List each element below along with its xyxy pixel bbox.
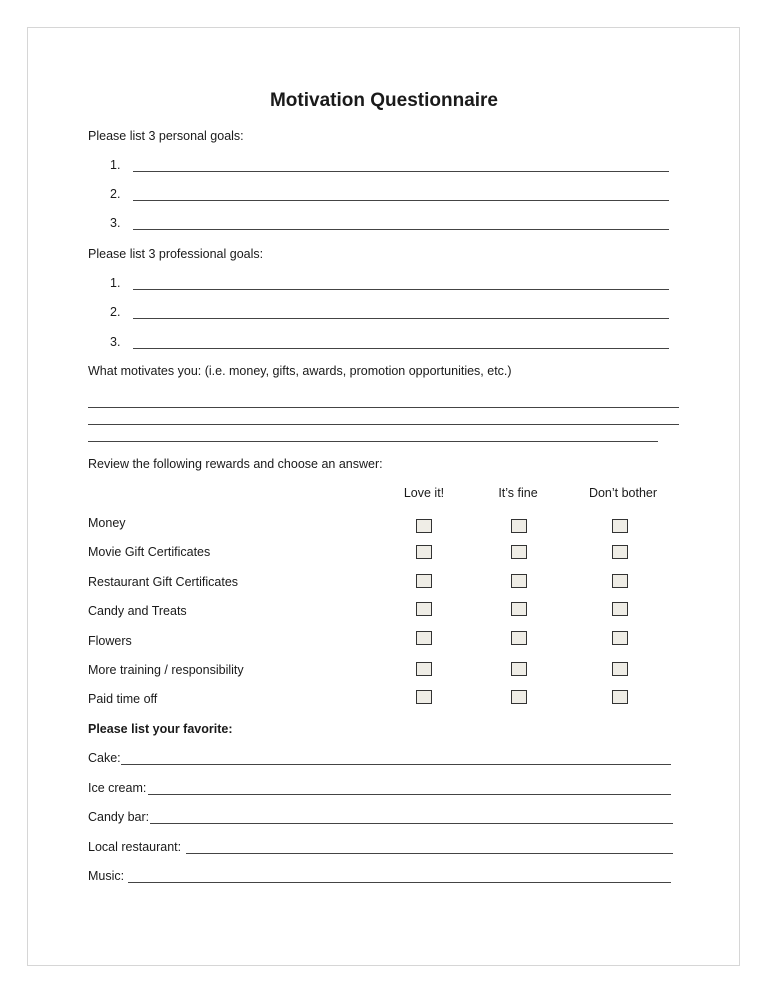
professional-goal-number-1: 1. [110, 276, 121, 290]
professional-goal-1-field[interactable] [133, 289, 669, 290]
reward-label-restaurant-gift-certificates: Restaurant Gift Certificates [88, 575, 239, 589]
favorite-label-ice-cream: Ice cream: [88, 781, 147, 795]
training-dont-bother-checkbox[interactable] [612, 662, 628, 676]
motivates-answer-line-3[interactable] [88, 441, 658, 442]
reward-label-movie-gift-certificates: Movie Gift Certificates [88, 545, 211, 559]
flowers-its-fine-checkbox[interactable] [511, 631, 527, 645]
column-dont-bother: Don’t bother [588, 486, 658, 500]
reward-label-paid-time-off: Paid time off [88, 692, 158, 706]
favorite-label-candy-bar: Candy bar: [88, 810, 150, 824]
candy-treats-its-fine-checkbox[interactable] [511, 602, 527, 616]
rewards-prompt: Review the following rewards and choose an answer: [88, 457, 383, 471]
movie-gift-its-fine-checkbox[interactable] [511, 545, 527, 559]
personal-goal-3-field[interactable] [133, 229, 669, 230]
favorites-heading: Please list your favorite: [88, 722, 233, 736]
restaurant-gift-love-it-checkbox[interactable] [416, 574, 432, 588]
favorite-cake-field[interactable] [121, 764, 671, 765]
movie-gift-love-it-checkbox[interactable] [416, 545, 432, 559]
motivates-prompt: What motivates you: (i.e. money, gifts, awards, promotion opportunities, etc.) [88, 364, 512, 378]
flowers-love-it-checkbox[interactable] [416, 631, 432, 645]
paid-time-off-love-it-checkbox[interactable] [416, 690, 432, 704]
personal-goal-number-2: 2. [110, 187, 121, 201]
column-love-it: Love it! [403, 486, 445, 500]
column-its-fine: It’s fine [498, 486, 538, 500]
training-love-it-checkbox[interactable] [416, 662, 432, 676]
motivates-answer-line-2[interactable] [88, 424, 679, 425]
training-its-fine-checkbox[interactable] [511, 662, 527, 676]
favorite-local-restaurant-field[interactable] [186, 853, 673, 854]
favorite-ice-cream-field[interactable] [148, 794, 671, 795]
flowers-dont-bother-checkbox[interactable] [612, 631, 628, 645]
candy-treats-dont-bother-checkbox[interactable] [612, 602, 628, 616]
personal-goal-number-3: 3. [110, 216, 121, 230]
personal-goal-2-field[interactable] [133, 200, 669, 201]
reward-label-flowers: Flowers [88, 634, 132, 648]
reward-label-more-training: More training / responsibility [88, 663, 244, 677]
paid-time-off-dont-bother-checkbox[interactable] [612, 690, 628, 704]
favorite-candy-bar-field[interactable] [150, 823, 673, 824]
professional-goal-number-2: 2. [110, 305, 121, 319]
professional-goal-2-field[interactable] [133, 318, 669, 319]
money-dont-bother-checkbox[interactable] [612, 519, 628, 533]
personal-goal-1-field[interactable] [133, 171, 669, 172]
money-love-it-checkbox[interactable] [416, 519, 432, 533]
favorite-label-local-restaurant: Local restaurant: [88, 840, 182, 854]
movie-gift-dont-bother-checkbox[interactable] [612, 545, 628, 559]
personal-goals-prompt: Please list 3 personal goals: [88, 129, 244, 143]
restaurant-gift-dont-bother-checkbox[interactable] [612, 574, 628, 588]
candy-treats-love-it-checkbox[interactable] [416, 602, 432, 616]
restaurant-gift-its-fine-checkbox[interactable] [511, 574, 527, 588]
favorite-music-field[interactable] [128, 882, 671, 883]
paid-time-off-its-fine-checkbox[interactable] [511, 690, 527, 704]
favorite-label-music: Music: [88, 869, 125, 883]
professional-goal-number-3: 3. [110, 335, 121, 349]
professional-goals-prompt: Please list 3 professional goals: [88, 247, 264, 261]
reward-label-candy-and-treats: Candy and Treats [88, 604, 187, 618]
favorite-label-cake: Cake: [88, 751, 121, 765]
money-its-fine-checkbox[interactable] [511, 519, 527, 533]
reward-label-money: Money [88, 516, 126, 530]
professional-goal-3-field[interactable] [133, 348, 669, 349]
personal-goal-number-1: 1. [110, 158, 121, 172]
page-title: Motivation Questionnaire [269, 90, 499, 111]
motivates-answer-line-1[interactable] [88, 407, 679, 408]
